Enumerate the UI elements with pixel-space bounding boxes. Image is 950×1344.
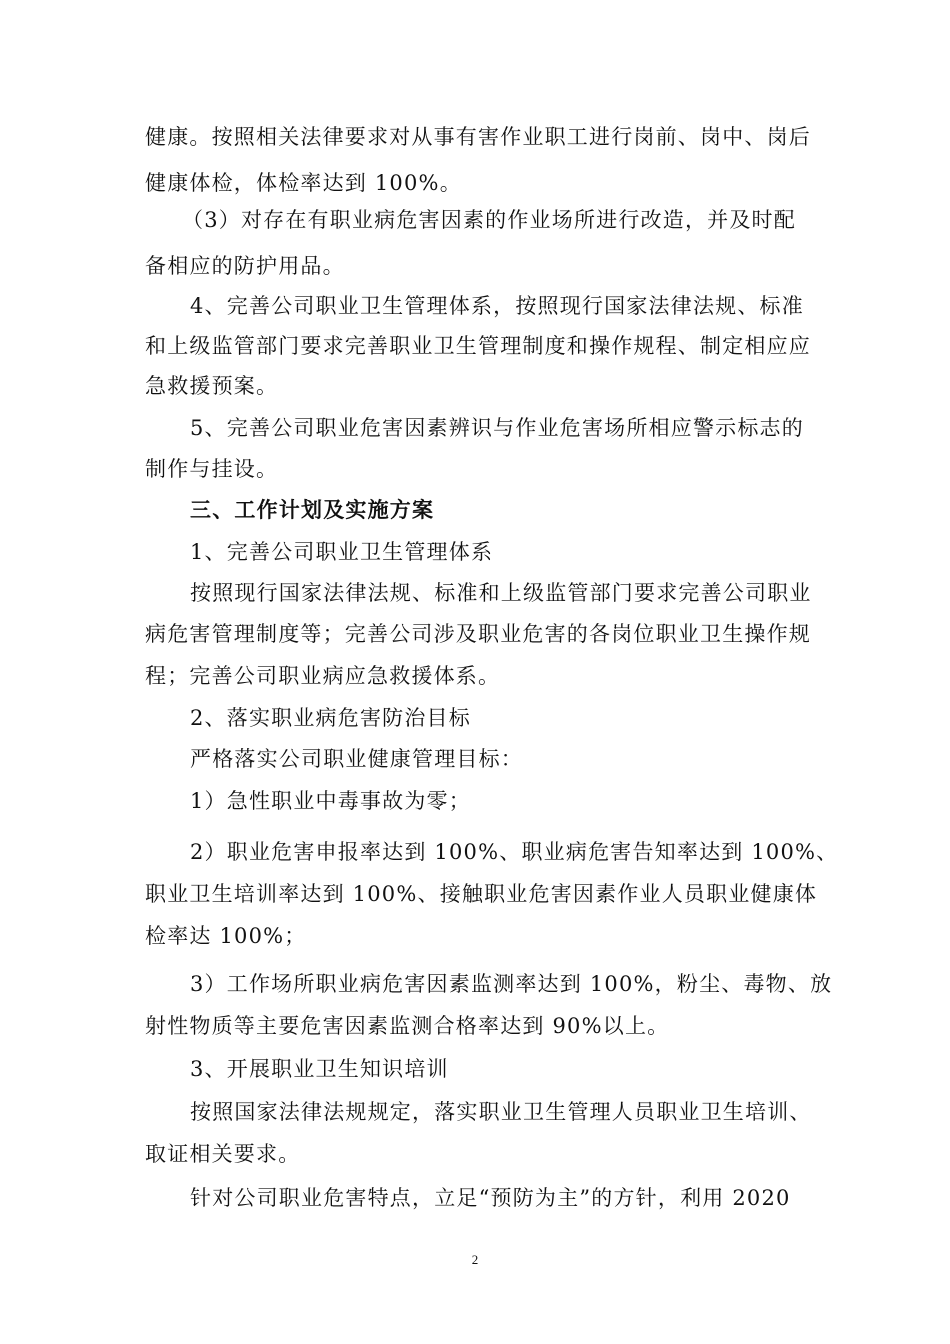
page-number: 2 [471,1252,479,1267]
paragraph-line: 按照国家法律法规规定，落实职业卫生管理人员职业卫生培训、 [190,1100,812,1124]
subsection-heading: 3、开展职业卫生知识培训 [190,1057,449,1081]
paragraph-line: 健康体检，体检率达到 100%。 [145,171,462,195]
paragraph-line: 程；完善公司职业病应急救援体系。 [145,664,501,688]
list-item: 1）急性职业中毒事故为零； [190,789,471,813]
paragraph-line: 严格落实公司职业健康管理目标： [190,747,523,771]
paragraph-line: 备相应的防护用品。 [145,254,345,278]
paragraph-line: 取证相关要求。 [145,1142,301,1166]
paragraph-line: 5、完善公司职业危害因素辨识与作业危害场所相应警示标志的 [190,416,804,440]
paragraph-line: 按照现行国家法律法规、标准和上级监管部门要求完善公司职业 [190,581,812,605]
list-item: 2）职业危害申报率达到 100%、职业病危害告知率达到 100%、 [190,840,839,864]
section-heading: 三、工作计划及实施方案 [190,497,435,522]
paragraph-line: 职业卫生培训率达到 100%、接触职业危害因素作业人员职业健康体 [145,882,818,906]
subsection-heading: 1、完善公司职业卫生管理体系 [190,540,494,564]
paragraph-line: 病危害管理制度等；完善公司涉及职业危害的各岗位职业卫生操作规 [145,622,811,646]
paragraph-line: 射性物质等主要危害因素监测合格率达到 90%以上。 [145,1014,670,1038]
paragraph-line: 急救援预案。 [145,374,279,398]
paragraph-line: 4、完善公司职业卫生管理体系，按照现行国家法律法规、标准 [190,294,804,318]
paragraph-line: 制作与挂设。 [145,457,279,481]
paragraph-line: 健康。按照相关法律要求对从事有害作业职工进行岗前、岗中、岗后 [145,125,811,149]
paragraph-line: 和上级监管部门要求完善职业卫生管理制度和操作规程、制定相应应 [145,334,811,358]
list-item: 3）工作场所职业病危害因素监测率达到 100%，粉尘、毒物、放 [190,972,833,996]
subsection-heading: 2、落实职业病危害防治目标 [190,706,471,730]
paragraph-line: （3）对存在有职业病危害因素的作业场所进行改造，并及时配 [182,208,796,232]
paragraph-line: 检率达 100%； [145,924,307,948]
paragraph-line: 针对公司职业危害特点，立足“预防为主”的方针，利用 2020 [190,1186,791,1210]
